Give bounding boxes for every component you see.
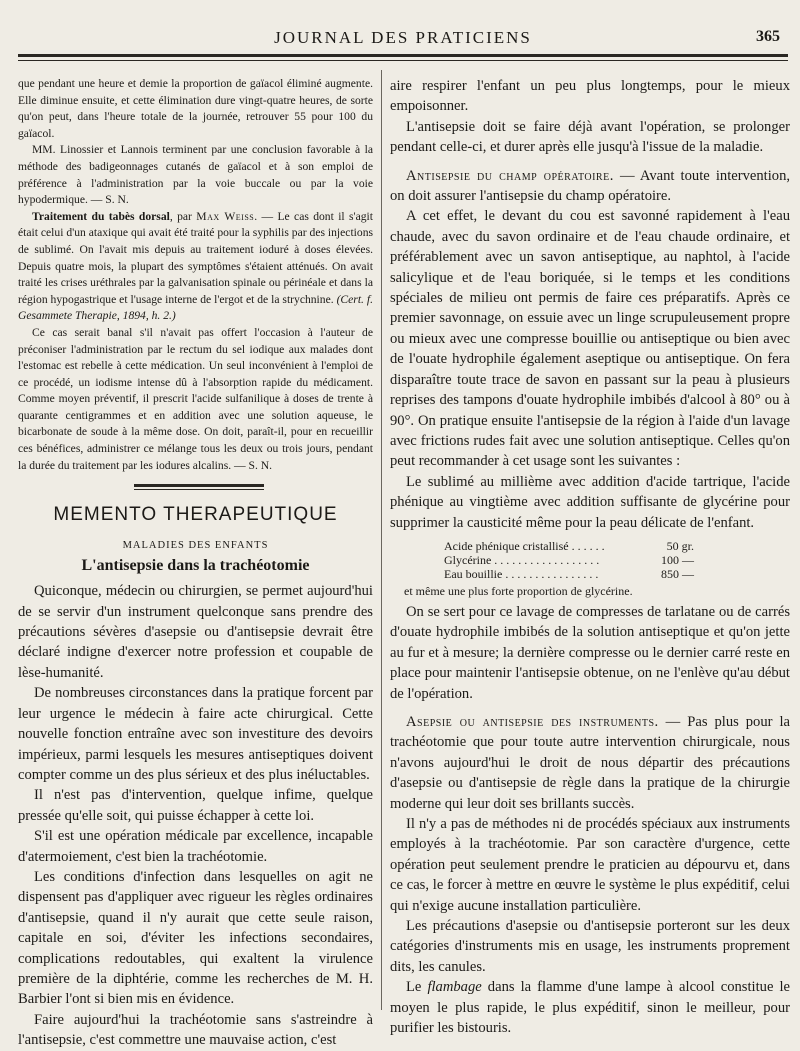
paragraph: Il n'y a pas de méthodes ni de procédés spéciaux aux instruments employés à la trachéotomie. Par son caractère d'urgence, cette opération peut seulement prendre le praticien au dépourvu et, dans ce cas, le forcer à mettre en œuvre le système le plus expéditif, celui qui n'exige aucune installation particulière. <box>390 816 790 914</box>
paragraph: S'il est une opération médicale par excellence, incapable d'atermoiement, c'est bien la trachéotomie. <box>18 828 373 865</box>
left-column <box>18 76 373 1049</box>
paragraph: L'antisepsie doit se faire déjà avant l'opération, se prolonger pendant celle-ci, et durer après elle jusqu'à l'issue de la maladie. <box>390 118 790 156</box>
abstracts-section <box>18 76 373 474</box>
paragraph-instruments <box>390 712 790 814</box>
abstract-body: . — Le cas dont il s'agit était celui d'un ataxique qui avait été traité pour la syphilis par des injections de sublimé. On l'avait mis depuis au traitement ioduré à doses élevées. Depuis quatre mois, la plupart des symptômes s'étaient atténués. On avait traité les crises uréthrales par la galvanisation spinale ou périnéale et dans la région hypogastrique et l'usage interne de l'ergot et de la strychnine. <box>18 209 373 306</box>
formula-ingredient: Acide phénique cristallisé . . . . . . <box>444 538 605 553</box>
paragraph-operating-field <box>390 166 790 207</box>
paragraph: Ce cas serait banal s'il n'avait pas offert l'occasion à l'auteur de préconiser l'administration par le rectum du sel iodique aux malades dont l'estomac est rebelle à cette médication. Un seul inconvénient à l'emploi de ce procédé, un iodisme intense dû à l'absorption rapide du médicament. Comme moyen préventif, il prescrit l'acide sulfanilique à doses de trente à quarante centigrammes et en addition avec une solution aqueuse, le bicarbonate de soude à la même dose. On doit, paraît-il, pour en recueillir ces bénéfices, administrer ce mélange tous les deux ou trois jours, pendant la durée du traitement par les iodures alcalins. — S. N. <box>18 325 373 472</box>
formula-quantity: 100 — <box>661 552 694 567</box>
paragraph: que pendant une heure et demie la proportion de gaïacol éliminé augmente. Elle diminue ensuite, et cette élimination dure vingt-quatre heures, de sorte qu'on peut, dans l'heure totale de la journée, retrouver 55 pour 100 du gaïacol. <box>18 77 373 140</box>
paragraph: On se sert pour ce lavage de compresses de tarlatane ou de carrés d'ouate hydrophile imbibés de la solution antiseptique et qu'on jette au fur et à mesure; la dernière compresse ou le dernier carré reste en place pour maintenir l'antisepsie obtenue, on ne l'enlève qu'au début de l'opération. <box>390 603 790 702</box>
subheading: Asepsie ou antisepsie des instruments. <box>406 713 659 730</box>
emphasis: flambage <box>427 979 482 996</box>
right-column <box>390 76 790 1036</box>
section-rule <box>134 484 264 487</box>
paragraph-text: — Pas plus pour la trachéotomie que pour toute autre intervention chirurgicale, nous n'avons aujourd'hui le droit de nous départir des précautions d'asepsie ou d'antisepsie de règle dans la pratique de la chirurgie moderne qui leur doit ses brillants succès. <box>390 713 790 812</box>
abstract-author: Max Weiss <box>196 209 255 223</box>
abstract-reference: (Cert. f. Gesammete Therapie, 1894, h. 2.) <box>18 292 373 323</box>
spacer <box>390 158 790 166</box>
journal-title: JOURNAL DES PRATICIENS <box>274 28 532 47</box>
formula-row <box>444 539 694 553</box>
header-rule <box>18 54 788 57</box>
paragraph: Les conditions d'infection dans lesquelles on agit ne dispensent pas d'appliquer avec rigueur les règles ordinaires d'antisepsie, quand il n'y aurait que cette seule raison, capitale en soi, d'éviter les infections secondaires, complications redoutables, qui exaltent la virulence première de la diphtérie, comme les recherches de M. H. Barbier l'ont si bien mis en évidence. <box>18 868 373 1008</box>
paragraph: A cet effet, le devant du cou est savonné rapidement à l'eau chaude, avec du savon ordinaire et de l'eau chaude ordinaire, et préférablement avec un savon antiseptique, au naphtol, à l'acide salicylique et de l'eau boriquée, si le temps et les conditions spéciales de milieu ont permis de faire ces préparatifs. Après ce premier savonnage, on essuie avec un linge scrupuleusement propre ou mieux avec une compresse bouillie ou antiseptique ou bien avec de l'ouate hydrophile également aseptique ou antiseptique. On fera disparaître toute trace de savon en passant sur la peau à plusieurs reprises des tampons d'ouate hydrophile imbibés d'alcool à 80° ou à 90°. On pratique ensuite l'antisepsie de la région à l'aide d'un lavage avec frictions rudes fait avec une solution antiseptique. Celles qu'on peut recommander à cet usage sont les suivantes : <box>390 208 790 470</box>
section-rule-thin <box>134 489 264 490</box>
column-divider <box>381 70 382 1010</box>
paragraph-text: — Avant toute intervention, on doit assurer l'antisepsie du champ opératoire. <box>390 167 791 205</box>
formula-quantity: 850 — <box>661 566 694 581</box>
formula-ingredient: Eau bouillie . . . . . . . . . . . . . . . . <box>444 566 599 581</box>
formula-quantity: 50 gr. <box>666 538 694 553</box>
abstract-tabes <box>18 209 373 325</box>
abstract-by: , par <box>169 209 197 223</box>
paragraph: aire respirer l'enfant un peu plus longtemps, pour le mieux empoisonner. <box>390 78 790 115</box>
subheading: Antisepsie du champ opératoire. <box>406 167 614 184</box>
abstract-title: Traitement du tabès dorsal <box>32 209 170 223</box>
paragraph-text: dans la flamme d'une lampe à alcool constitue le moyen le plus rapide, le plus expéditif, sinon le meilleur, pour purifier les bistouris. <box>390 979 790 1037</box>
spacer <box>390 704 790 712</box>
section-heading: MEMENTO THERAPEUTIQUE <box>53 504 338 526</box>
paragraph: MM. Linossier et Lannois terminent par une conclusion favorable à la méthode des badigeonnages cutanés de gaïacol et à son emploi de préférence à l'administration par la voie buccale ou par la voie hypodermique. — S. N. <box>18 143 373 207</box>
paragraph: De nombreuses circonstances dans la pratique forcent par leur urgence le médecin à faire acte chirurgical. Cette nouvelle fonction entraîne avec son investiture des devoirs impérieux, parmi lesquels les mesures antiseptiques doivent compter comme un des plus sérieux et des plus inéluctables. <box>18 685 373 783</box>
paragraph-text: Le <box>406 979 428 996</box>
formula-note: et même une plus forte proportion de glycérine. <box>404 583 633 598</box>
page-number: 365 <box>756 28 780 45</box>
page-header <box>18 26 788 50</box>
formula-table <box>404 538 694 598</box>
subsection-label: MALADIES DES ENFANTS <box>122 540 269 552</box>
article-body <box>18 581 373 1050</box>
paragraph: Quiconque, médecin ou chirurgien, se permet aujourd'hui de se servir d'un instrument quelconque sans prendre des précautions sévères d'asepsie ou d'antisepsie devrait être déclaré indigne d'exercer notre profession et coupable de lèse-humanité. <box>18 583 373 681</box>
paragraph: Le sublimé au millième avec addition d'acide tartrique, l'acide phénique au vingtième avec addition suffisante de glycérine pour supprimer la causticité même pour la peau délicate de l'enfant. <box>390 473 790 531</box>
paragraph: Les précautions d'asepsie ou d'antisepsie porteront sur les deux catégories d'instruments mis en usage, les instruments proprement dits, les canules. <box>390 918 790 975</box>
formula-row <box>444 553 694 567</box>
paragraph: Faire aujourd'hui la trachéotomie sans s'astreindre à l'antisepsie, c'est commettre une mauvaise action, c'est <box>18 1011 373 1049</box>
paragraph: Il n'est pas d'intervention, quelque infime, quelque pressée qu'elle soit, qui puisse échapper à cette loi. <box>18 787 373 824</box>
formula-ingredient: Glycérine . . . . . . . . . . . . . . . . . . <box>444 552 600 567</box>
formula-row <box>444 567 694 581</box>
paragraph-flambage <box>390 977 790 1038</box>
article-title: L'antisepsie dans la trachéotomie <box>81 557 310 575</box>
header-rule-thin <box>18 60 788 61</box>
